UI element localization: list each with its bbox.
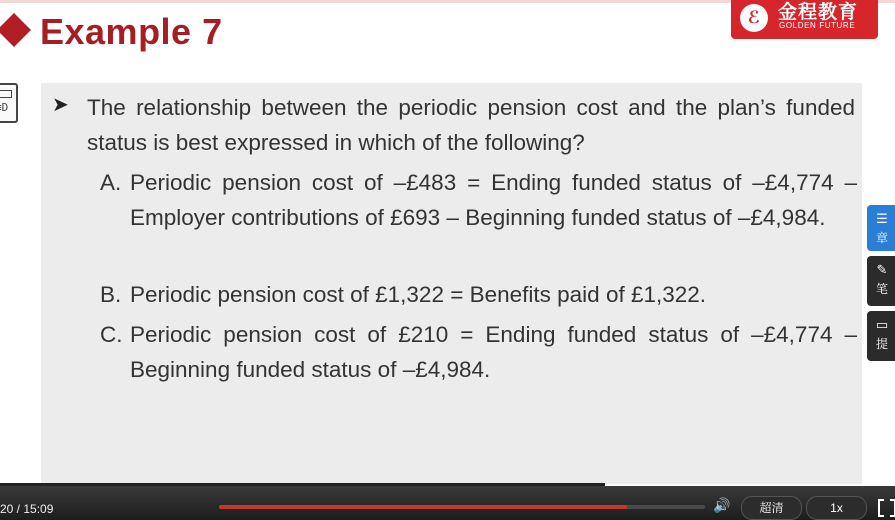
progress-fill [219, 505, 627, 509]
fullscreen-icon[interactable] [878, 499, 895, 517]
speaker-icon[interactable]: 🔊 [713, 497, 731, 513]
sidebar-note-button[interactable] [867, 256, 895, 306]
sidebar-chapter-button[interactable] [867, 205, 895, 251]
note-label: 笔 [875, 282, 888, 296]
question-panel [41, 83, 862, 484]
video-player-bar [0, 486, 895, 520]
pen-icon: ✎ [876, 262, 888, 277]
playback-time: 20 / 15:09 [0, 502, 54, 516]
option-text: Periodic pension cost of £1,322 = Benefits paid of £1,322. [130, 282, 707, 307]
chapter-label: 章 [875, 231, 888, 245]
slide-title: Example 7 [40, 11, 223, 52]
option-text: Periodic pension cost of –£483 = Ending funded status of –£4,774 – Employer contributions of £693 – Beginning funded status of –£4,984. [130, 170, 857, 230]
speed-button[interactable]: 1x [806, 496, 867, 520]
option-letter: B. [100, 282, 122, 307]
golden-future-logo [731, 0, 878, 39]
question-text: The relationship between the periodic pension cost and the plan’s funded status is best expressed in which of the following? [87, 95, 855, 155]
logo-english-text: GOLDEN FUTURE [779, 21, 856, 30]
ask-label: 提 [875, 337, 888, 351]
option-text: Periodic pension cost of £210 = Ending funded status of –£4,774 – Beginning funded status of –£4,984. [130, 322, 857, 382]
logo-chinese-text: 金程教育 [778, 2, 859, 23]
option-a [100, 165, 857, 235]
progress-bar[interactable] [219, 505, 705, 509]
title-diamond-icon [0, 13, 31, 47]
calculator-icon[interactable] [0, 83, 18, 123]
option-letter: A. [100, 170, 122, 195]
option-letter: C. [100, 322, 123, 347]
chapter-icon: ☰ [876, 211, 888, 226]
logo-emblem-icon: ℰ [740, 4, 768, 32]
comment-icon: ▭ [875, 317, 889, 332]
option-b [100, 277, 857, 312]
option-c [100, 317, 857, 387]
quality-button[interactable]: 超清 [741, 496, 802, 520]
bullet-arrow-icon: ➤ [52, 94, 69, 116]
sidebar-ask-button[interactable] [867, 311, 895, 361]
